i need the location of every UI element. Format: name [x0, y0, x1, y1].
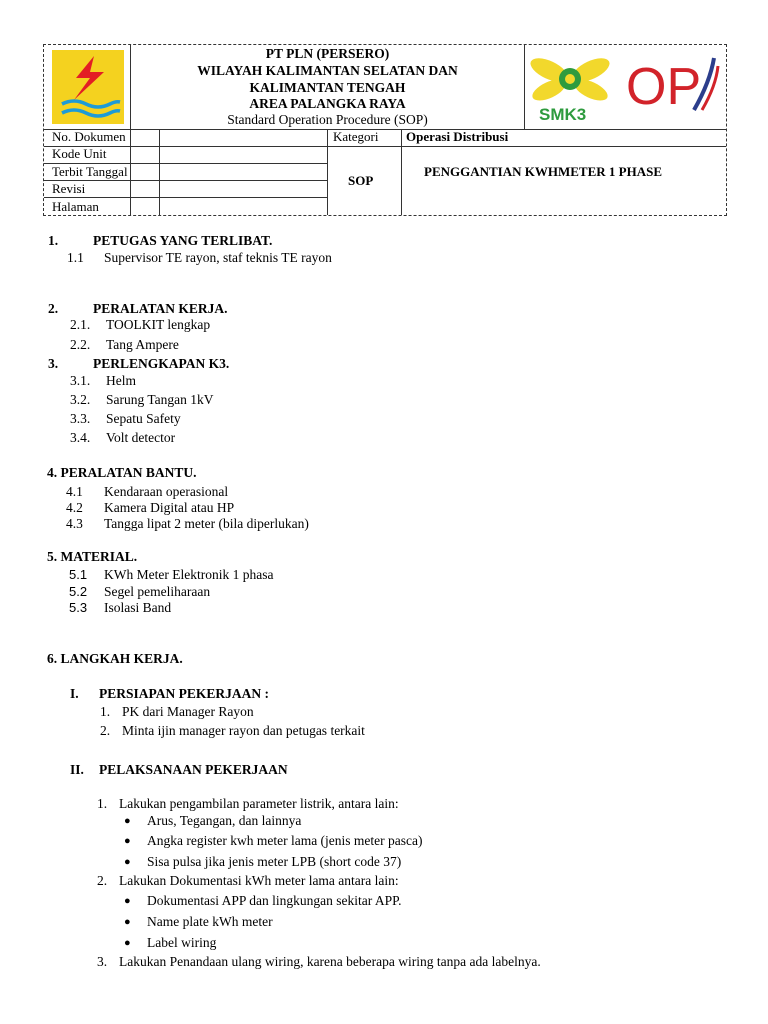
- list-item-number: 3.2.: [70, 392, 91, 407]
- sop-full-title: Standard Operation Procedure (SOP): [227, 112, 428, 127]
- list-item-number: 2.1.: [70, 317, 91, 332]
- step-number: 3.: [97, 954, 108, 969]
- bullet-icon: ●: [124, 895, 131, 907]
- bullet-icon: ●: [124, 937, 131, 949]
- list-item-number: 4.2: [66, 500, 83, 515]
- list-item: TOOLKIT lengkap: [106, 317, 211, 332]
- section-1-title: PETUGAS YANG TERLIBAT.: [93, 233, 273, 248]
- part-1-number: I.: [70, 686, 79, 701]
- list-item-number: 3.4.: [70, 430, 91, 445]
- list-item-number: 5.2: [69, 584, 88, 599]
- step-text: Lakukan Penandaan ulang wiring, karena beberapa wiring tanpa ada labelnya.: [119, 954, 541, 969]
- smk3-logo: [527, 48, 617, 124]
- kategori-value: Operasi Distribusi: [406, 129, 509, 144]
- list-item: KWh Meter Elektronik 1 phasa: [104, 567, 274, 582]
- list-item-number: 5.1: [69, 567, 88, 582]
- section-3-title: PERLENGKAPAN K3.: [93, 356, 230, 371]
- section-3-number: 3.: [48, 356, 59, 371]
- area-name: AREA PALANGKA RAYA: [249, 96, 406, 111]
- step-text: Lakukan Dokumentasi kWh meter lama antara lain:: [119, 873, 399, 888]
- bullet-item: Dokumentasi APP dan lingkungan sekitar APP.: [147, 893, 402, 908]
- list-item: Tangga lipat 2 meter (bila diperlukan): [104, 516, 309, 531]
- part-2-title: PELAKSANAAN PEKERJAAN: [99, 762, 288, 777]
- part-2-number: II.: [70, 762, 84, 777]
- label-kode-unit: Kode Unit: [52, 146, 107, 161]
- bullet-item: Name plate kWh meter: [147, 914, 273, 929]
- step-text: Lakukan pengambilan parameter listrik, antara lain:: [119, 796, 399, 811]
- list-item: Helm: [106, 373, 136, 388]
- op-text: OP: [626, 58, 702, 116]
- list-item-number: 5.3: [69, 600, 88, 615]
- list-item-number: 3.3.: [70, 411, 91, 426]
- list-item: PK dari Manager Rayon: [122, 704, 254, 719]
- list-item-number: 4.1: [66, 484, 83, 499]
- section-1-number: 1.: [48, 233, 59, 248]
- section-2-number: 2.: [48, 301, 59, 316]
- section-4-title: 4. PERALATAN BANTU.: [47, 465, 197, 480]
- bullet-item: Label wiring: [147, 935, 217, 950]
- list-item: Supervisor TE rayon, staf teknis TE rayon: [104, 250, 332, 265]
- list-item-number: 1.1: [67, 250, 84, 265]
- label-kategori: Kategori: [333, 129, 379, 144]
- op-logo: [624, 52, 720, 116]
- list-item-number: 2.2.: [70, 337, 91, 352]
- bullet-item: Sisa pulsa jika jenis meter LPB (short code 37): [147, 854, 402, 869]
- region-line-1: WILAYAH KALIMANTAN SELATAN DAN: [197, 63, 458, 78]
- sop-label: SOP: [348, 173, 374, 188]
- label-no-dokumen: No. Dokumen: [52, 129, 126, 144]
- label-revisi: Revisi: [52, 181, 86, 196]
- section-5-title: 5. MATERIAL.: [47, 549, 138, 564]
- step-number: 2.: [97, 873, 108, 888]
- label-terbit-tanggal: Terbit Tanggal: [52, 164, 128, 179]
- smk3-text: SMK3: [539, 105, 587, 124]
- bullet-icon: ●: [124, 856, 131, 868]
- step-number: 1.: [97, 796, 108, 811]
- part-1-title: PERSIAPAN PEKERJAAN :: [99, 686, 270, 701]
- bullet-icon: ●: [124, 835, 131, 847]
- bullet-item: Angka register kwh meter lama (jenis meter pasca): [147, 833, 423, 848]
- list-item: Kamera Digital atau HP: [104, 500, 235, 515]
- list-item: Sepatu Safety: [106, 411, 181, 426]
- bullet-icon: ●: [124, 916, 131, 928]
- label-halaman: Halaman: [52, 199, 99, 214]
- list-item: Segel pemeliharaan: [104, 584, 211, 599]
- section-2-title: PERALATAN KERJA.: [93, 301, 228, 316]
- bullet-icon: ●: [124, 815, 131, 827]
- list-item-number: 3.1.: [70, 373, 91, 388]
- region-line-2: KALIMANTAN TENGAH: [249, 80, 406, 95]
- list-item-number: 2.: [100, 723, 111, 738]
- list-item: Volt detector: [106, 430, 176, 445]
- list-item: Minta ijin manager rayon dan petugas terkait: [122, 723, 365, 738]
- document-title: PENGGANTIAN KWHMETER 1 PHASE: [424, 164, 662, 179]
- section-6-title: 6. LANGKAH KERJA.: [47, 651, 183, 666]
- list-item-number: 1.: [100, 704, 111, 719]
- list-item: Kendaraan operasional: [104, 484, 229, 499]
- pln-logo: [50, 48, 126, 126]
- list-item: Tang Ampere: [106, 337, 179, 352]
- bullet-item: Arus, Tegangan, dan lainnya: [147, 813, 302, 828]
- list-item-number: 4.3: [66, 516, 83, 531]
- company-name: PT PLN (PERSERO): [265, 46, 390, 61]
- list-item: Isolasi Band: [104, 600, 172, 615]
- list-item: Sarung Tangan 1kV: [106, 392, 214, 407]
